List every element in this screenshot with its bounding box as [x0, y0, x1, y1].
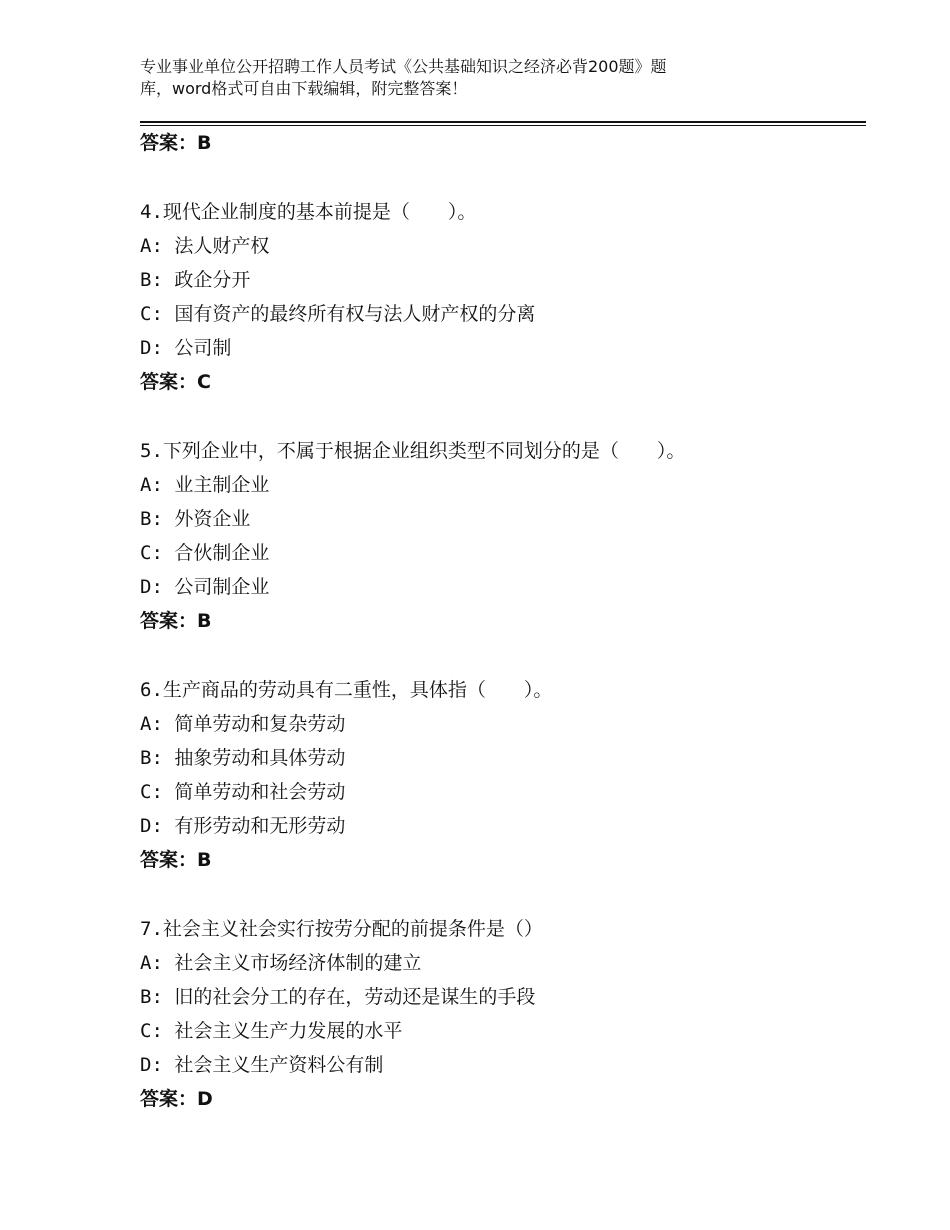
- option-d: D: 社会主义生产资料公有制: [140, 1054, 384, 1076]
- option-d: D: 公司制企业: [140, 576, 270, 598]
- question-stem: 4.现代企业制度的基本前提是（ ）。: [140, 201, 477, 223]
- option-a: A: 法人财产权: [140, 235, 270, 257]
- answer-previous: 答案：B: [140, 132, 212, 154]
- header-rule-thin: [140, 125, 866, 126]
- option-b: B: 旧的社会分工的存在，劳动还是谋生的手段: [140, 986, 536, 1008]
- option-d: D: 公司制: [140, 337, 232, 359]
- option-c: C: 简单劳动和社会劳动: [140, 781, 346, 803]
- option-d: D: 有形劳动和无形劳动: [140, 815, 346, 837]
- option-b: B: 政企分开: [140, 269, 251, 291]
- header-line-2: 库，word格式可自由下载编辑，附完整答案！: [140, 79, 468, 98]
- question-stem: 7.社会主义社会实行按劳分配的前提条件是（）: [140, 918, 543, 940]
- option-b: B: 抽象劳动和具体劳动: [140, 747, 346, 769]
- option-b: B: 外资企业: [140, 508, 251, 530]
- answer: 答案：B: [140, 610, 212, 632]
- option-c: C: 国有资产的最终所有权与法人财产权的分离: [140, 303, 536, 325]
- answer: 答案：B: [140, 849, 212, 871]
- header-rule-thick: [140, 121, 866, 123]
- option-a: A: 业主制企业: [140, 474, 270, 496]
- question-stem: 5.下列企业中，不属于根据企业组织类型不同划分的是（ ）。: [140, 440, 686, 462]
- answer: 答案：C: [140, 371, 211, 393]
- question-stem: 6.生产商品的劳动具有二重性，具体指（ ）。: [140, 679, 553, 701]
- option-c: C: 合伙制企业: [140, 542, 270, 564]
- document-header: [140, 56, 780, 100]
- option-c: C: 社会主义生产力发展的水平: [140, 1020, 403, 1042]
- option-a: A: 社会主义市场经济体制的建立: [140, 952, 422, 974]
- header-line-1: 专业事业单位公开招聘工作人员考试《公共基础知识之经济必背200题》题: [140, 57, 667, 76]
- option-a: A: 简单劳动和复杂劳动: [140, 713, 346, 735]
- answer: 答案：D: [140, 1088, 213, 1110]
